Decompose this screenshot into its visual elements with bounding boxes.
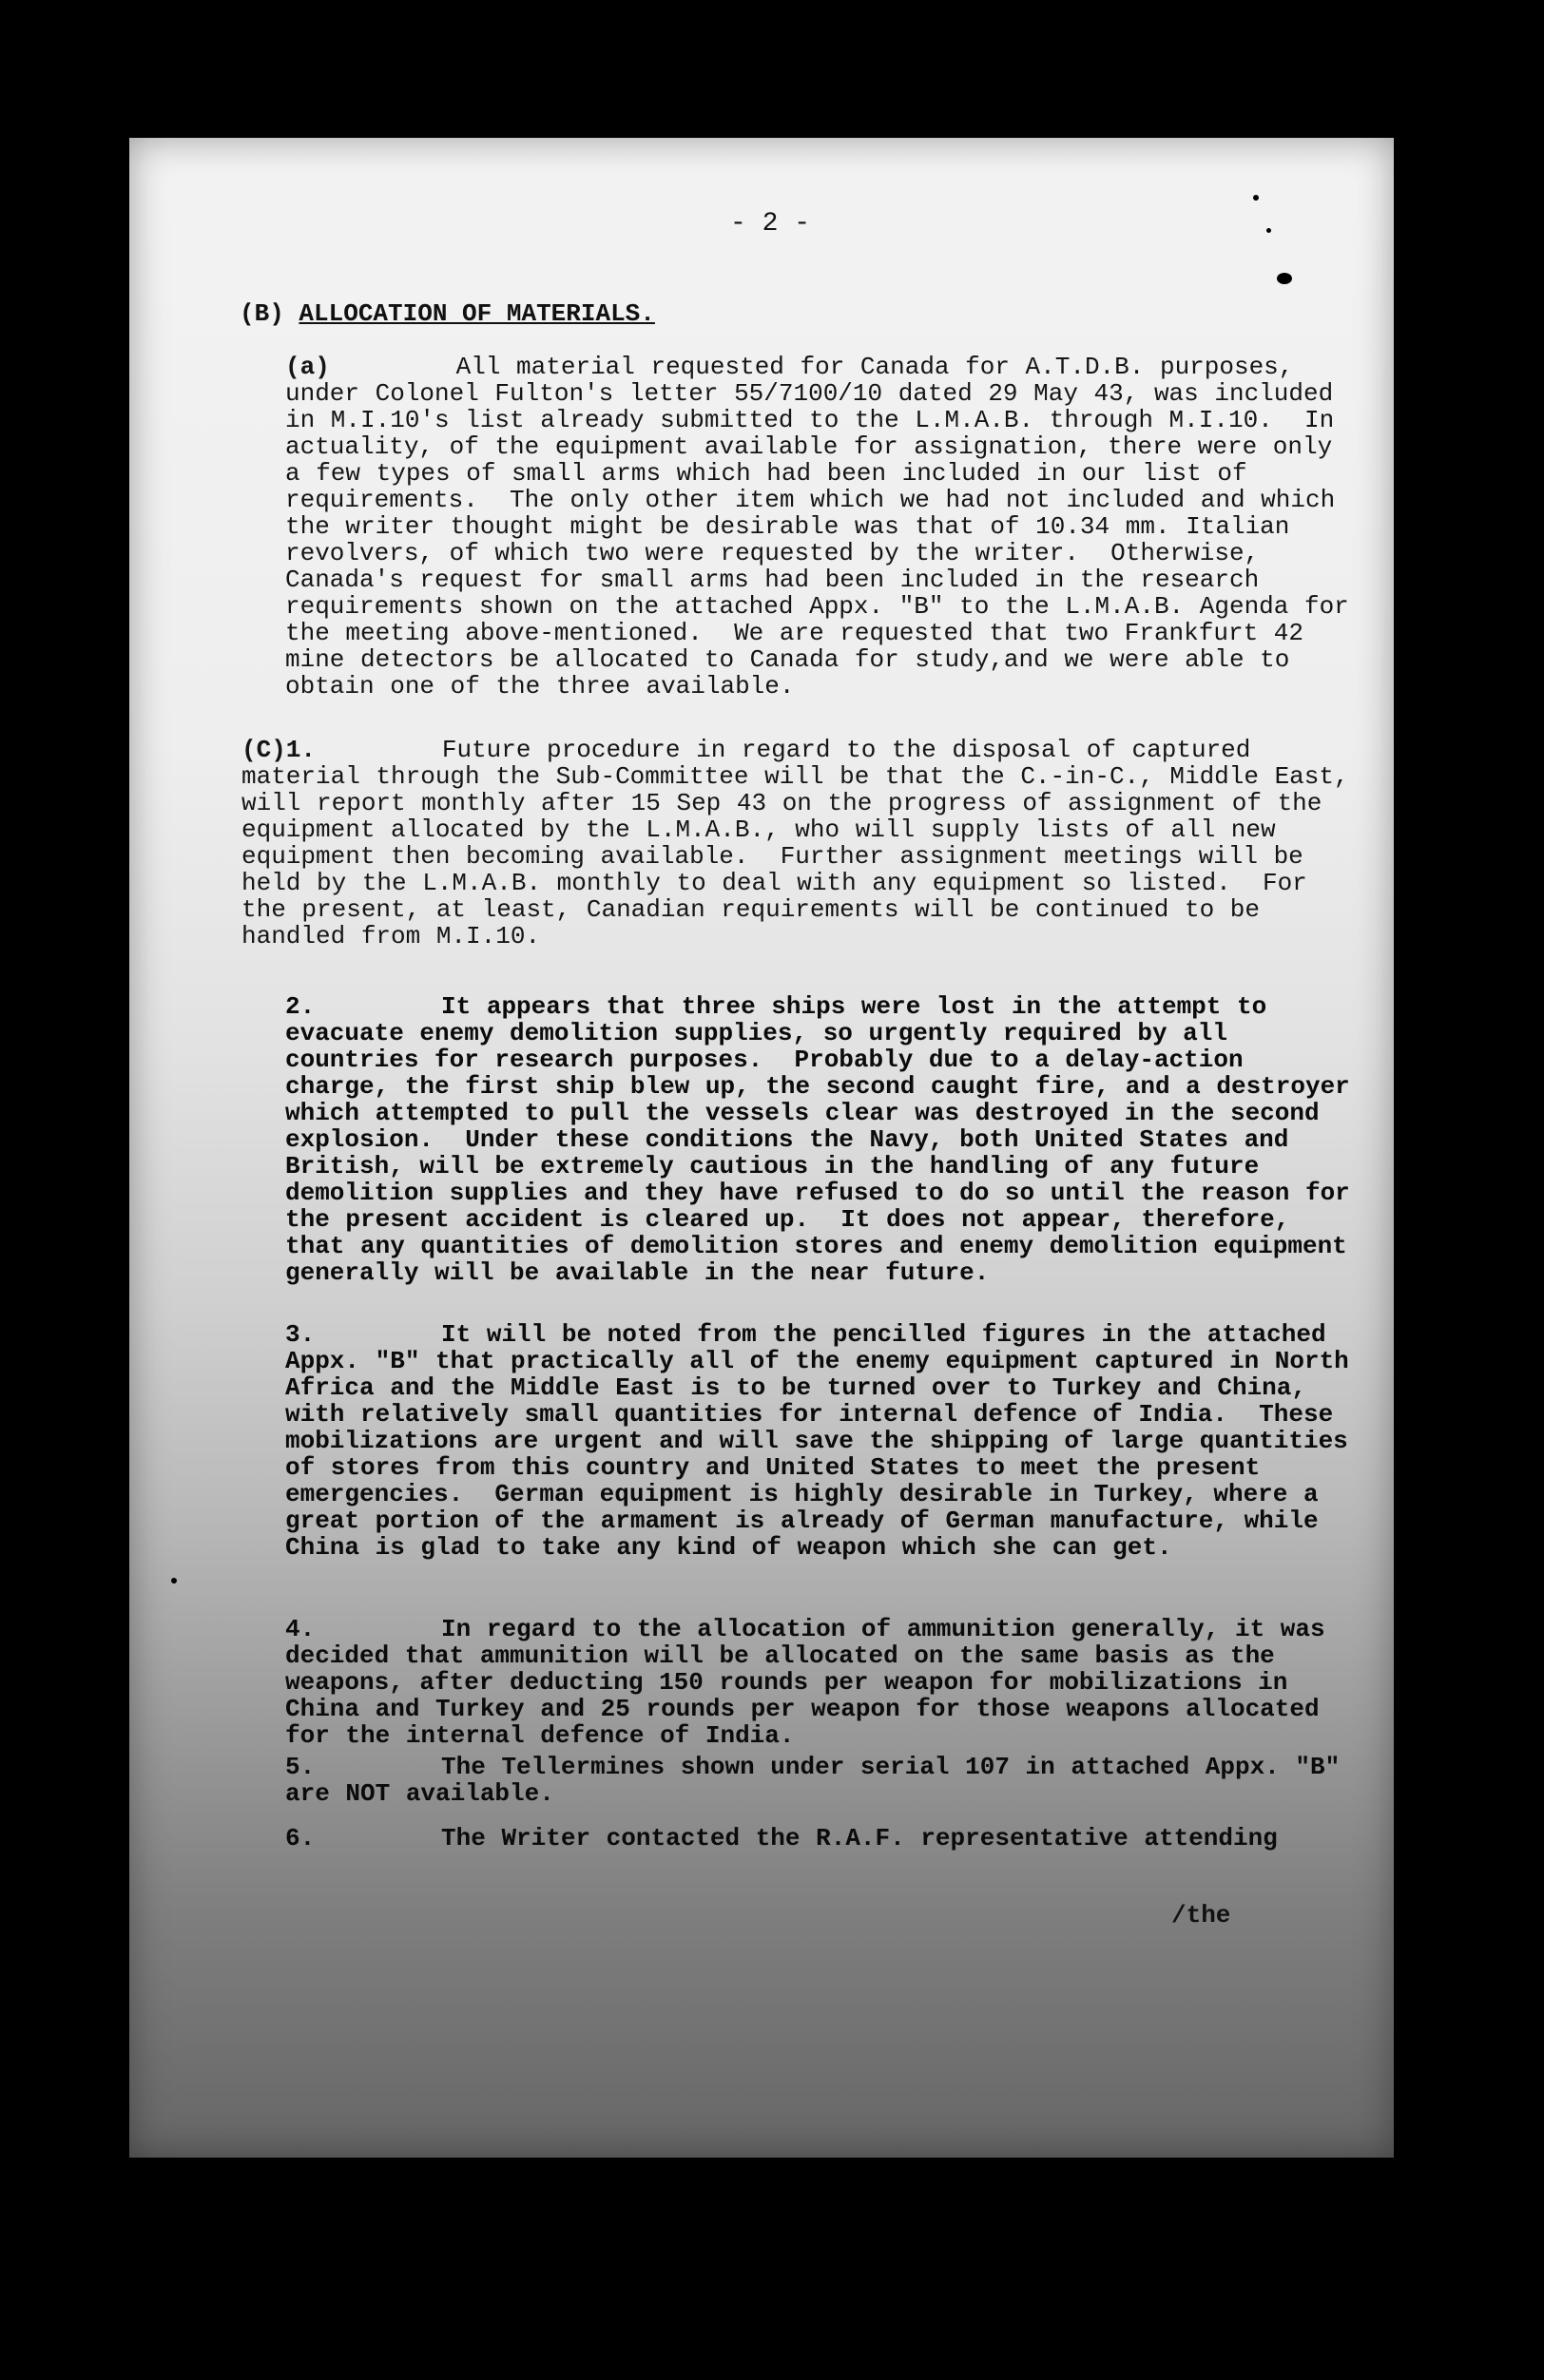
continuation-marker: /the [1171,1901,1231,1929]
paragraph-marker: 6. [285,1824,316,1852]
paragraph-c-3 [285,1320,1365,1562]
paragraph-marker: 4. [285,1615,316,1643]
paragraph-text: In regard to the allocation of ammunition generally, it was decided that ammunition will be allocated on the same basis as the weapons, after deducting 150 rounds per weapon for mobilizations in China and Turkey and 25 rounds per weapon for those weapons allocated for the internal defence of India. [285,1615,1341,1750]
paragraph-c-2 [285,992,1366,1287]
paragraph-marker: 5. [285,1753,316,1781]
paragraph-b-a [285,353,1365,701]
section-heading [240,299,655,328]
paragraph-marker: (C)1. [241,736,317,764]
paragraph-text: It appears that three ships were lost in the attempt to evacuate enemy demolition supplies, so urgently required by all countries for research purposes. Probably due to a delay-action charge, the first ship blew up, the second caught fire, and a destroyer which attempted to pull the vessels clear was destroyed in the second explosion. Under these conditions the Navy, both United States and British, will be extremely cautious in the handling of any future demolition supplies and they have refused to do so until the reason for the present accident is cleared up. It does not appear, therefore, that any quantities of demolition stores and enemy demolition equipment generally will be available in the near future. [285,992,1366,1287]
ink-speck [1266,228,1271,233]
paragraph-marker: 3. [285,1320,316,1349]
paragraph-c-1 [241,737,1363,950]
section-heading-title: ALLOCATION OF MATERIALS. [299,299,655,328]
ink-speck [171,1578,177,1583]
paragraph-text: It will be noted from the pencilled figures in the attached Appx. "B" that practically all of the enemy equipment captured in North Africa and the Middle East is to be turned over to Turkey and China, with relatively small quantities for internal defence of India. These mobilizations are urgent and will save the shipping of large quantities of stores from this country and United States to meet the present emergencies. German equipment is highly desirable in Turkey, where a great portion of the armament is already of German manufacture, while China is glad to take any kind of weapon which she can get. [285,1320,1365,1562]
paragraph-marker: 2. [285,992,316,1021]
paragraph-c-6 [285,1825,1350,1852]
ink-speck [1253,195,1259,201]
paragraph-text: The Writer contacted the R.A.F. representative attending [441,1824,1278,1852]
ink-speck [1277,273,1292,284]
paragraph-c-4 [285,1616,1350,1749]
section-heading-prefix: (B) [240,299,284,328]
page-number: - 2 - [730,209,811,239]
paragraph-c-5 [285,1753,1356,1808]
paragraph-text: All material requested for Canada for A.T.D.B. purposes, under Colonel Fulton's letter 55/7100/10 dated 29 May 43, was included in M.I.10's list already submitted to the L.M.A.B. through M.I.10. In actuality, of the equipment available for assignation, there were only a few types of small arms which had been included in our list of requirements. The only other item which we had not included and which the writer thought might be desirable was that of 10.34 mm. Italian revolvers, of which two were requested by the writer. Otherwise, Canada's request for small arms had been included in the research requirements shown on the attached Appx. "B" to the L.M.A.B. Agenda for the meeting above-mentioned. We are requested that two Frankfurt 42 mine detectors be allocated to Canada for study,and we were able to obtain one of the three available. [285,353,1365,701]
paragraph-marker: (a) [285,353,330,381]
paragraph-text: The Tellermines shown under serial 107 in attached Appx. "B" are NOT available. [285,1753,1356,1808]
paragraph-text: Future procedure in regard to the disposal of captured material through the Sub-Committee will be that the C.-in-C., Middle East, will report monthly after 15 Sep 43 on the progress of assignment of the equipment allocated by the L.M.A.B., who will supply lists of all new equipment then becoming available. Further assignment meetings will be held by the L.M.A.B. monthly to deal with any equipment so listed. For the present, at least, Canadian requirements will be continued to be handled from M.I.10. [241,736,1365,950]
